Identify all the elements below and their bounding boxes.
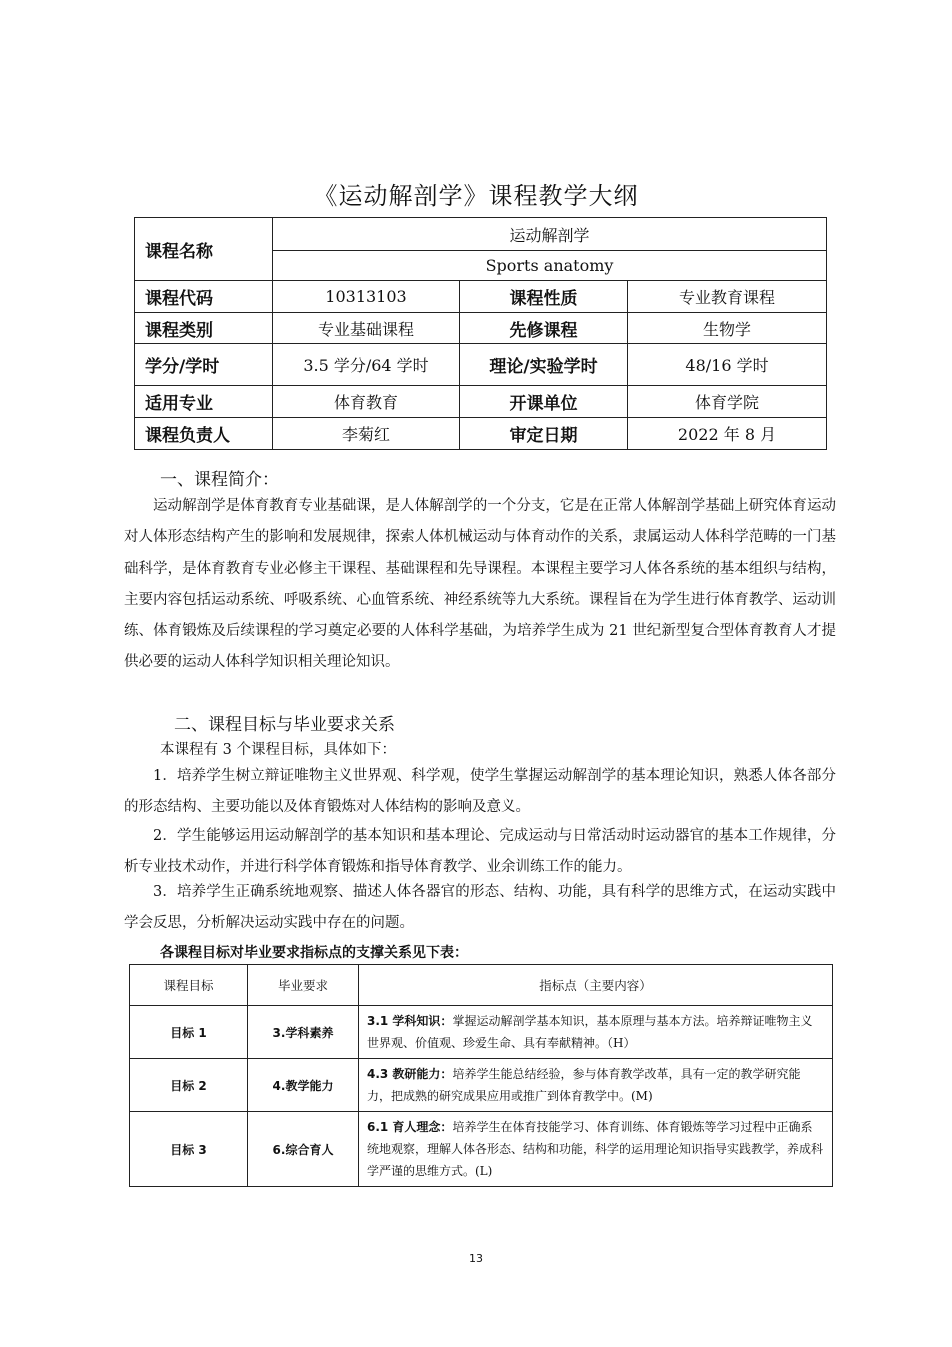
row2-indicator [359, 1059, 833, 1112]
goal-3: 3．培养学生正确系统地观察、描述人体各器官的形态、结构、功能，具有科学的思维方式，在运动实践中学会反思，分析解决运动实践中存在的问题。 [124, 884, 836, 932]
row2-indicator-text: 培养学生能总结经验，参与体育教学改革，具有一定的教学研究能力，把成熟的研究成果应用或推广到体育教学中。(M) [367, 1067, 801, 1103]
row1-requirement: 3.学科素养 [248, 1006, 359, 1059]
row3-goal: 目标 3 [130, 1112, 248, 1187]
table-caption: 各课程目标对毕业要求指标点的支撑关系见下表： [160, 945, 468, 961]
course-category: 专业基础课程 [273, 313, 460, 344]
course-name-en: Sports anatomy [273, 251, 827, 281]
row1-indicator-text: 掌握运动解剖学基本知识，基本原理与基本方法。培养辩证唯物主义世界观、价值观、珍爱生命、具有奉献精神。（H） [367, 1014, 813, 1050]
approval-date: 2022 年 8 月 [628, 418, 827, 450]
label-course-nature: 课程性质 [460, 281, 628, 313]
course-owner: 李菊红 [273, 418, 460, 450]
row2-requirement: 4.教学能力 [248, 1059, 359, 1112]
course-nature: 专业教育课程 [628, 281, 827, 313]
label-approval-date: 审定日期 [460, 418, 628, 450]
label-course-code: 课程代码 [135, 281, 273, 313]
label-course-owner: 课程负责人 [135, 418, 273, 450]
section1-body: 运动解剖学是体育教育专业基础课，是人体解剖学的一个分支，它是在正常人体解剖学基础上研究体育运动对人体形态结构产生的影响和发展规律，探索人体机械运动与体育动作的关系，隶属运动人体科学范畴的一门基础科学，是体育教育专业必修主干课程、基础课程和先导课程。本课程主要学习人体各系统的基本组织与结构，主要内容包括运动系统、呼吸系统、心血管系统、神经系统等九大系统。课程旨在为学生进行体育教学、运动训练、体育锻炼及后续课程的学习奠定必要的人体科学基础，为培养学生成为 21 世纪新型复合型体育教育人才提供必要的运动人体科学知识相关理论知识。 [124, 498, 836, 671]
row3-indicator-key: 6.1 育人理念： [367, 1120, 453, 1134]
applicable-major: 体育教育 [273, 386, 460, 418]
row3-indicator [359, 1112, 833, 1187]
header-course-goal: 课程目标 [130, 965, 248, 1006]
section2-heading: 二、课程目标与毕业要求关系 [174, 715, 395, 735]
page-title: 《运动解剖学》课程教学大纲 [313, 182, 639, 210]
goal-2: 2．学生能够运用运动解剖学的基本知识和基本理论、完成运动与日常活动时运动器官的基本工作规律，分析专业技术动作，并进行科学体育锻炼和指导体育教学、业余训练工作的能力。 [124, 828, 836, 876]
row3-indicator-text: 培养学生在体育技能学习、体育训练、体育锻炼等学习过程中正确系统地观察，理解人体各形态、结构和功能，科学的运用理论知识指导实践教学，养成科学严谨的思维方式。(L) [367, 1120, 824, 1178]
offering-unit: 体育学院 [628, 386, 827, 418]
section2-intro: 本课程有 3 个课程目标，具体如下： [160, 742, 396, 758]
row3-requirement: 6.综合育人 [248, 1112, 359, 1187]
theory-lab-hours: 48/16 学时 [628, 344, 827, 386]
label-course-category: 课程类别 [135, 313, 273, 344]
row1-indicator [359, 1006, 833, 1059]
goal-support-table [129, 964, 833, 1187]
row1-indicator-key: 3.1 学科知识： [367, 1014, 453, 1028]
row2-goal: 目标 2 [130, 1059, 248, 1112]
label-applicable-major: 适用专业 [135, 386, 273, 418]
label-credit-hours: 学分/学时 [135, 344, 273, 386]
course-code: 10313103 [273, 281, 460, 313]
row2-indicator-key: 4.3 教研能力： [367, 1067, 453, 1081]
credit-hours: 3.5 学分/64 学时 [273, 344, 460, 386]
header-graduation-req: 毕业要求 [248, 965, 359, 1006]
course-name-cn: 运动解剖学 [273, 218, 827, 251]
page-number: 13 [469, 1252, 483, 1265]
header-indicator: 指标点（主要内容） [359, 965, 833, 1006]
label-offering-unit: 开课单位 [460, 386, 628, 418]
course-info-table [134, 217, 827, 450]
label-theory-lab-hours: 理论/实验学时 [460, 344, 628, 386]
goal-1: 1．培养学生树立辩证唯物主义世界观、科学观，使学生掌握运动解剖学的基本理论知识，熟悉人体各部分的形态结构、主要功能以及体育锻炼对人体结构的影响及意义。 [124, 768, 836, 816]
label-prerequisite: 先修课程 [460, 313, 628, 344]
label-course-name: 课程名称 [135, 218, 273, 281]
row1-goal: 目标 1 [130, 1006, 248, 1059]
section1-heading: 一、课程简介： [160, 470, 279, 490]
prerequisite: 生物学 [628, 313, 827, 344]
